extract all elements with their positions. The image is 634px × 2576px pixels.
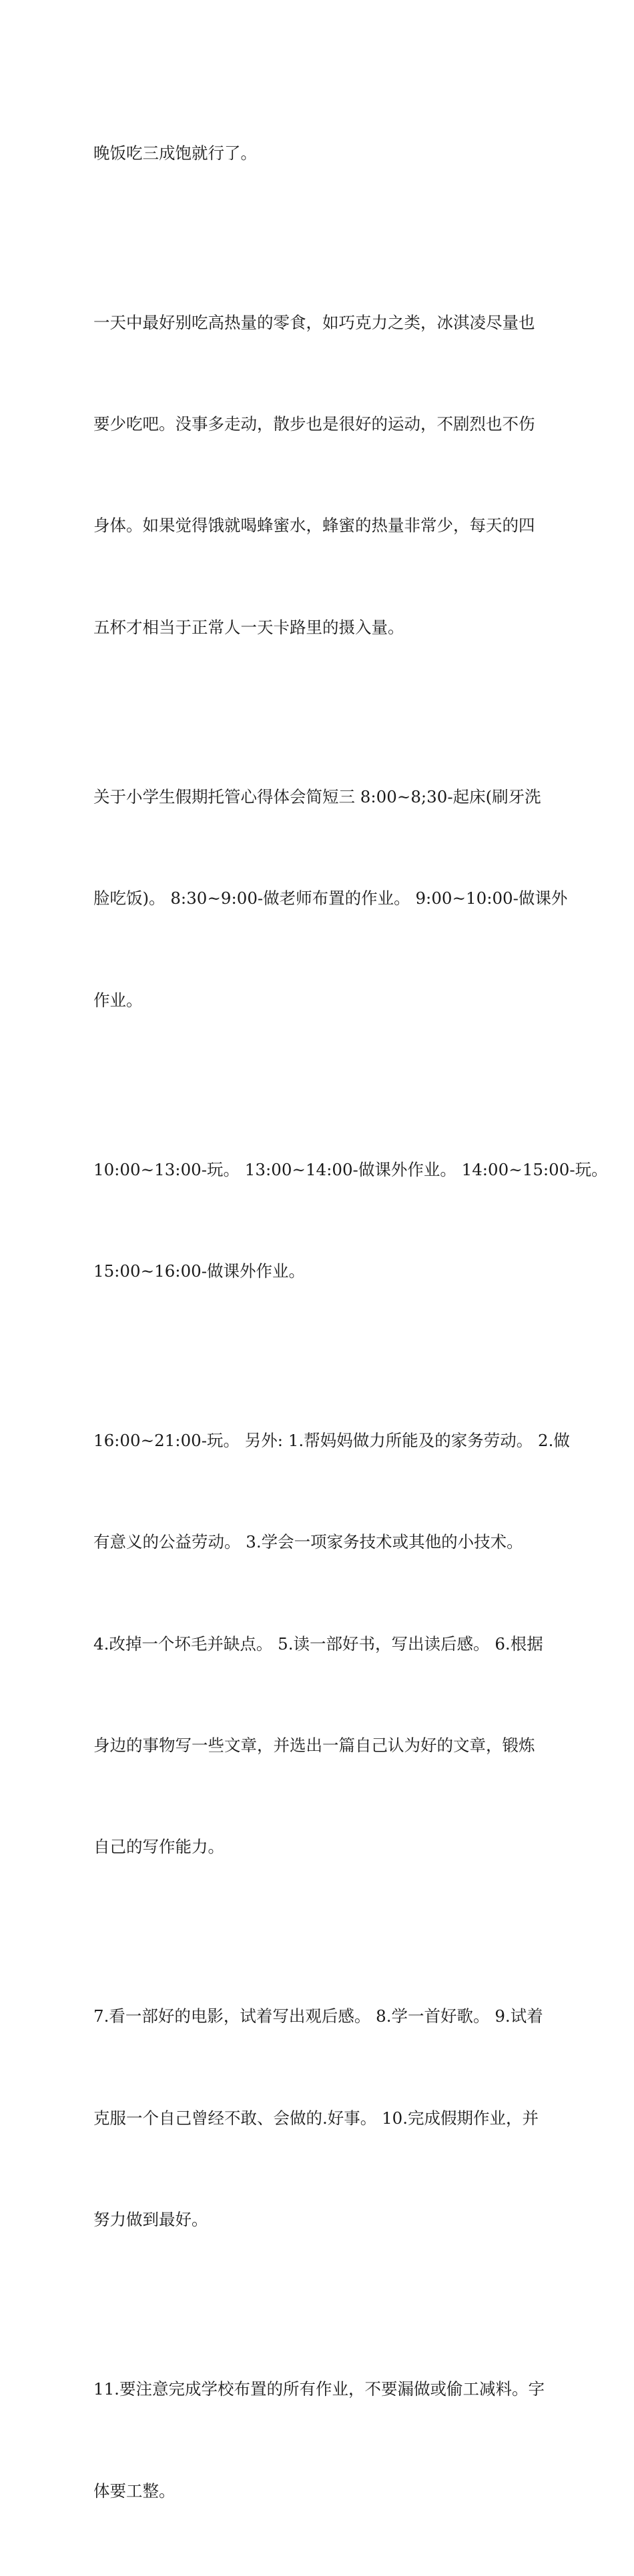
text-line: 一天中最好别吃高热量的零食，如巧克力之类，冰淇凌尽量也 [93,312,535,332]
text-line: 10:00~13:00-玩。 13:00~14:00-做课外作业。 14:00~15:00-玩。 [93,1159,608,1179]
text-line: 五杯才相当于正常人一天卡路里的摄入量。 [93,617,404,637]
text-line: 脸吃饭)。 8:30~9:00-做老师布置的作业。 9:00~10:00-做课外 [93,888,568,908]
text-line: 有意义的公益劳动。 3.学会一项家务技术或其他的小技术。 [93,1532,523,1552]
paragraph [93,1356,570,1932]
paragraph [93,2305,547,2576]
text-line: 身体。如果觉得饿就喝蜂蜜水，蜂蜜的热量非常少，每天的四 [93,516,535,536]
text-line: 关于小学生假期托管心得体会简短三 8:00~8;30-起床(刷牙洗 [93,786,541,806]
document-body [93,69,608,2576]
paragraph [93,69,547,238]
text-line: 要少吃吧。没事多走动，散步也是很好的运动，不剧烈也不伤 [93,414,535,434]
text-line: 努力做到最好。 [93,2210,208,2230]
text-line: 身边的事物写一些文章，并选出一篇自己认为好的文章，锻炼 [93,1736,535,1756]
text-line: 体要工整。 [93,2481,176,2501]
text-line: 16:00~21:00-玩。 另外: 1.帮妈妈做力所能及的家务劳动。 2.做 [93,1430,570,1450]
text-line: 4.改掉一个坏毛并缺点。 5.读一部好书，写出读后感。 6.根据 [93,1634,543,1654]
paragraph [93,712,568,1085]
text-line: 15:00~16:00-做课外作业。 [93,1261,306,1281]
paragraph [93,238,547,712]
paragraph [93,1932,547,2305]
text-line: 晚饭吃三成饱就行了。 [93,143,257,163]
text-line: 7.看一部好的电影，试着写出观后感。 8.学一首好歌。 9.试着 [93,2006,543,2026]
paragraph [93,1085,608,1356]
text-line: 11.要注意完成学校布置的所有作业，不要漏做或偷工减料。字 [93,2379,545,2399]
text-line: 克服一个自己曾经不敢、会做的.好事。 10.完成假期作业，并 [93,2108,539,2128]
text-line: 自己的写作能力。 [93,1837,224,1857]
text-line: 作业。 [93,990,143,1010]
